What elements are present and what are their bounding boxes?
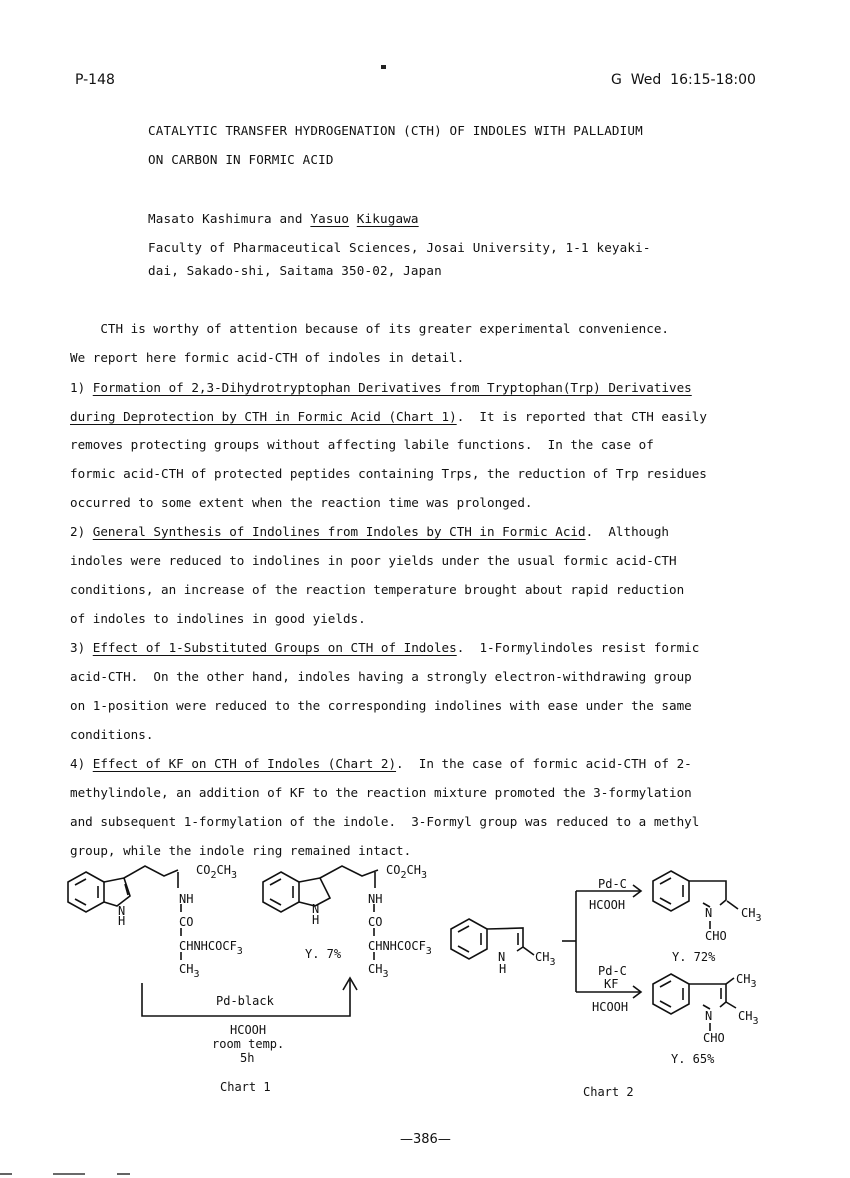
chart2-reactant-h: H [499,962,507,976]
section-3-number: 3) [70,640,93,655]
chart2-product-bottom-indole-ring [653,974,736,1031]
author-conjunction: and [271,211,311,226]
author-2-first: Yasuo [310,211,350,226]
chart2-bottom-product-n: N [705,1009,713,1023]
chart2-yield-top: Y. 72% [672,950,716,964]
paper-title-line-2: ON CARBON IN FORMIC ACID [148,152,334,167]
section-3-text-a: . 1-Formylindoles resist formic [456,640,700,655]
chart1-condition-solvent: HCOOH [230,1023,267,1037]
chart1-reactant-ester: $CO_2CH_3$ [196,863,237,881]
section-2-number: 2) [70,524,93,539]
section-4-line-4: group, while the indole ring remained intact. [70,843,412,858]
chart1-product-chn: $CHNHCOCF_3$ [368,939,432,957]
section-2-title: General Synthesis of Indolines from Indoles by CTH in Formic Acid [92,524,586,539]
section-1-line-3: removes protecting groups without affecting labile functions. In the case of [70,437,654,452]
section-4-line-3: and subsequent 1-formylation of the indole. 3-Formyl group was reduced to a methyl [70,814,700,829]
chart1-reactant-ch3: $CH_3$ [179,962,200,980]
intro-line-1: CTH is worthy of attention because of its greater experimental convenience. [70,321,669,336]
section-2-line-3: conditions, an increase of the reaction temperature brought about rapid reduction [70,582,685,597]
chart2-top-product-n: N [705,906,713,920]
section-4-line-2: methylindole, an addition of KF to the reaction mixture promoted the 3-formylation [70,785,692,800]
section-1-line-4: formic acid-CTH of protected peptides containing Trps, the reduction of Trp residues [70,466,707,481]
affiliation-line-2: dai, Sakado-shi, Saitama 350-02, Japan [148,263,442,278]
section-1-title-a: Formation of 2,3-Dihydrotryptophan Derivatives from Tryptophan(Trp) Derivatives [92,380,692,395]
chart2-top-reagent-acid: HCOOH [589,898,626,912]
chart1-reactant-co: CO [179,915,194,929]
chart1-yield: Y. 7% [305,947,342,961]
affiliation-line-1: Faculty of Pharmaceutical Sciences, Josai University, 1-1 keyaki- [148,240,651,255]
chart2-bottom-reagent-catalyst: Pd-C [598,964,627,978]
section-3-line-3: on 1-position were reduced to the corresponding indolines with ease under the same [70,698,692,713]
author-1: Masato Kashimura [148,211,272,226]
abstract-code: P-148 [75,72,115,88]
page-number: —386— [400,1132,451,1147]
chart1-reactant-h: H [118,914,126,928]
section-3-line-2: acid-CTH. On the other hand, indoles having a strongly electron-withdrawing group [70,669,692,684]
section-1-line-5: occurred to some extent when the reaction time was prolonged. [70,495,533,510]
chart2-product-top-indoline-ring [653,871,738,929]
section-4-title: Effect of KF on CTH of Indoles (Chart 2) [92,756,397,771]
section-3-title: Effect of 1-Substituted Groups on CTH of Indoles [92,640,457,655]
chart1-product-h: H [312,913,320,927]
section-1-title-b: during Deprotection by CTH in Formic Acid (Chart 1) [70,409,457,424]
chart1-reactant-chn: $CHNHCOCF_3$ [179,939,243,957]
section-2-text-a: . Although [585,524,669,539]
chart1-reactant-nh: NH [179,892,194,906]
chart2-top-product-methyl: $CH_3$ [741,906,762,924]
chart2-reactant-indole-ring [451,919,534,959]
chart1-reagent: Pd-black [216,994,274,1008]
chart2-bottom-product-2-methyl: $CH_3$ [738,1009,759,1027]
chart2-bottom-product-cho: CHO [703,1031,725,1045]
chart2-bottom-reagent-acid: HCOOH [592,1000,629,1014]
chart1-product-indoline-ring [263,866,378,960]
chart2-caption: Chart 2 [583,1085,634,1099]
intro-line-2: We report here formic acid-CTH of indoles in detail. [70,350,465,365]
chart1-condition-time: 5h [240,1051,255,1065]
author-2-last: Kikugawa [356,211,419,226]
section-4-number: 4) [70,756,93,771]
chart1-product-ester: $CO_2CH_3$ [386,863,427,881]
chart2-top-reagent-catalyst: Pd-C [598,877,627,891]
chart1-product-co: CO [368,915,383,929]
section-1-number: 1) [70,380,93,395]
section-4-text-a: . In the case of formic acid-CTH of 2- [396,756,692,771]
section-2-line-4: of indoles to indolines in good yields. [70,611,366,626]
section-2-line-2: indoles were reduced to indolines in poor yields under the usual formic acid-CTH [70,553,677,568]
chart2-bottom-reagent-kf: KF [604,977,619,991]
chart1-reactant-n: N [118,904,126,918]
paper-title-line-1: CATALYTIC TRANSFER HYDROGENATION (CTH) OF INDOLES WITH PALLADIUM [148,123,643,138]
chart1-condition-temp: room temp. [212,1037,285,1051]
chart2-yield-bottom: Y. 65% [671,1052,715,1066]
session-info: G Wed 16:15-18:00 [611,72,756,88]
chart1-product-nh: NH [368,892,383,906]
chart1-product-n: N [312,902,320,916]
section-1-text-a: . It is reported that CTH easily [456,409,707,424]
section-3-line-4: conditions. [70,727,154,742]
chart2-top-product-cho: CHO [705,929,727,943]
chart2-bottom-product-3-methyl: $CH_3$ [736,972,757,990]
chart2-reactant-n: N [498,950,506,964]
chart1-product-ch3: $CH_3$ [368,962,389,980]
chart1-caption: Chart 1 [220,1080,271,1094]
chart2-reactant-methyl: $CH_3$ [535,950,556,968]
